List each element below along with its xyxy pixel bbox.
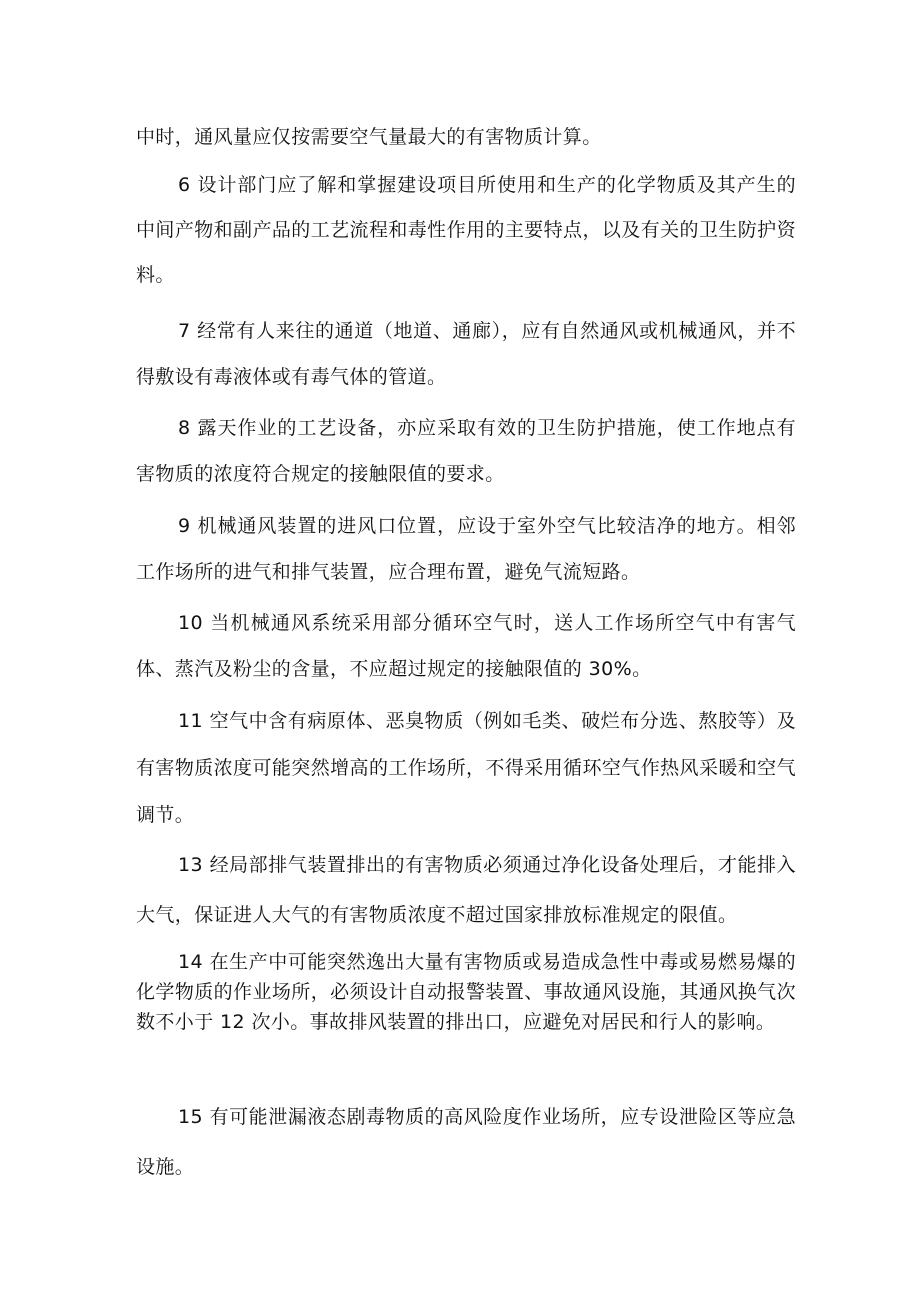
paragraph-0 xyxy=(136,114,796,160)
paragraph-text: 7 经常有人来往的通道（地道、通廊），应有自然通风或机械通风，并不得敷设有毒液体或有毒气体的管道。 xyxy=(136,320,796,388)
paragraph-text: 11 空气中含有病原体、恶臭物质（例如毛类、破烂布分选、熬胶等）及有害物质浓度可能突然增高的工作场所，不得采用循环空气作热风采暖和空气调节。 xyxy=(136,710,796,826)
paragraph-13 xyxy=(136,840,796,940)
paragraph-text: 6 设计部门应了解和掌握建设项目所使用和生产的化学物质及其产生的中间产物和副产品的工艺流程和毒性作用的主要特点，以及有关的卫生防护资料。 xyxy=(136,174,796,286)
paragraph-15 xyxy=(136,1092,796,1192)
paragraph-text: 9 机械通风装置的进风口位置，应设于室外空气比较洁净的地方。相邻工作场所的进气和排气装置，应合理布置，避免气流短路。 xyxy=(136,515,796,583)
paragraph-7 xyxy=(136,308,796,400)
paragraph-text: 中时，通风量应仅按需要空气量最大的有害物质计算。 xyxy=(136,126,602,148)
paragraph-14 xyxy=(136,947,796,1037)
paragraph-text: 14 在生产中可能突然逸出大量有害物质或易造成急性中毒或易燃易爆的化学物质的作业场所，必须设计自动报警装置、事故通风设施，其通风换气次数不小于 12 次小。事故排风装置的排出口，应避免对居民和行人的影响。 xyxy=(136,951,796,1033)
paragraph-10 xyxy=(136,600,796,692)
paragraph-text: 8 露天作业的工艺设备，亦应采取有效的卫生防护措施，使工作地点有害物质的浓度符合规定的接触限值的要求。 xyxy=(136,417,796,485)
paragraph-text: 10 当机械通风系统采用部分循环空气时，送人工作场所空气中有害气体、蒸汽及粉尘的含量，不应超过规定的接触限值的 30%。 xyxy=(136,612,796,680)
paragraph-6 xyxy=(136,163,796,298)
paragraph-text: 15 有可能泄漏液态剧毒物质的高风险度作业场所，应专设泄险区等应急设施。 xyxy=(136,1106,796,1178)
paragraph-9 xyxy=(136,503,796,595)
paragraph-11 xyxy=(136,698,796,839)
paragraph-8 xyxy=(136,405,796,497)
paragraph-text: 13 经局部排气装置排出的有害物质必须通过净化设备处理后，才能排入大气，保证进人大气的有害物质浓度不超过国家排放标准规定的限值。 xyxy=(136,854,796,926)
